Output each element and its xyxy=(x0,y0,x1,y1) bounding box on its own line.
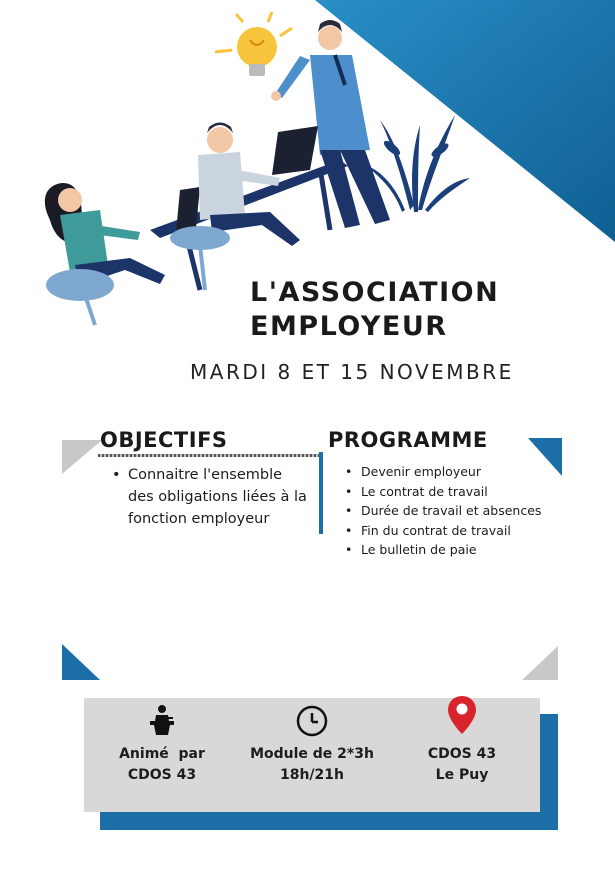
list-item xyxy=(345,482,545,502)
blue-corner-triangle-bottom xyxy=(62,644,100,680)
bullet-icon: • xyxy=(345,542,353,558)
bullet-icon: • xyxy=(345,483,353,499)
lightbulb-icon xyxy=(215,12,292,76)
presenter-line-1: Animé par xyxy=(119,746,205,762)
location-line-2: Le Puy xyxy=(435,767,489,783)
objectifs-heading: OBJECTIFS xyxy=(100,428,228,452)
presenter-line-2: CDOS 43 xyxy=(127,767,197,783)
programme-item-3: Durée de travail et absences xyxy=(361,503,542,519)
event-date: MARDI 8 ET 15 NOVEMBRE xyxy=(190,360,514,384)
presenter-info xyxy=(86,698,238,812)
list-item xyxy=(345,521,545,541)
programme-item-4: Fin du contrat de travail xyxy=(361,522,511,538)
bullet-icon: • xyxy=(345,522,353,538)
bullet-icon: • xyxy=(345,464,353,479)
list-item xyxy=(112,464,312,530)
objectifs-list xyxy=(112,464,312,530)
seated-woman-illustration xyxy=(45,183,165,325)
objectif-text: Connaitre l'ensemble des obligations liées à la fonction employeur xyxy=(128,467,307,527)
desk-illustration xyxy=(150,126,348,290)
info-box xyxy=(84,698,540,812)
programme-item-1: Devenir employeur xyxy=(361,464,481,479)
map-pin-icon xyxy=(446,694,478,738)
standing-man-illustration xyxy=(271,20,390,228)
bullet-icon: • xyxy=(345,503,353,519)
programme-heading: PROGRAMME xyxy=(328,428,488,452)
list-item xyxy=(345,540,545,560)
location-info xyxy=(386,698,538,812)
programme-item-5: Le bulletin de paie xyxy=(361,542,477,558)
programme-item-2: Le contrat de travail xyxy=(361,483,488,499)
presenter-icon xyxy=(147,704,177,736)
list-item xyxy=(345,501,545,521)
list-item xyxy=(345,462,545,482)
programme-list xyxy=(345,462,545,560)
grey-corner-triangle xyxy=(62,440,102,474)
duration-line-2: 18h/21h xyxy=(279,767,344,783)
clock-icon xyxy=(295,704,329,738)
duration-line-1: Module de 2*3h xyxy=(250,746,374,762)
title-line-2: EMPLOYEUR xyxy=(250,311,448,342)
page-title xyxy=(250,276,499,344)
grey-corner-triangle-bottom xyxy=(522,646,558,680)
duration-info xyxy=(236,698,388,812)
objectifs-underline xyxy=(98,454,322,457)
location-line-1: CDOS 43 xyxy=(427,746,497,762)
divider-bar xyxy=(319,452,323,534)
bullet-icon: • xyxy=(112,467,121,483)
title-line-1: L'ASSOCIATION xyxy=(250,277,500,308)
